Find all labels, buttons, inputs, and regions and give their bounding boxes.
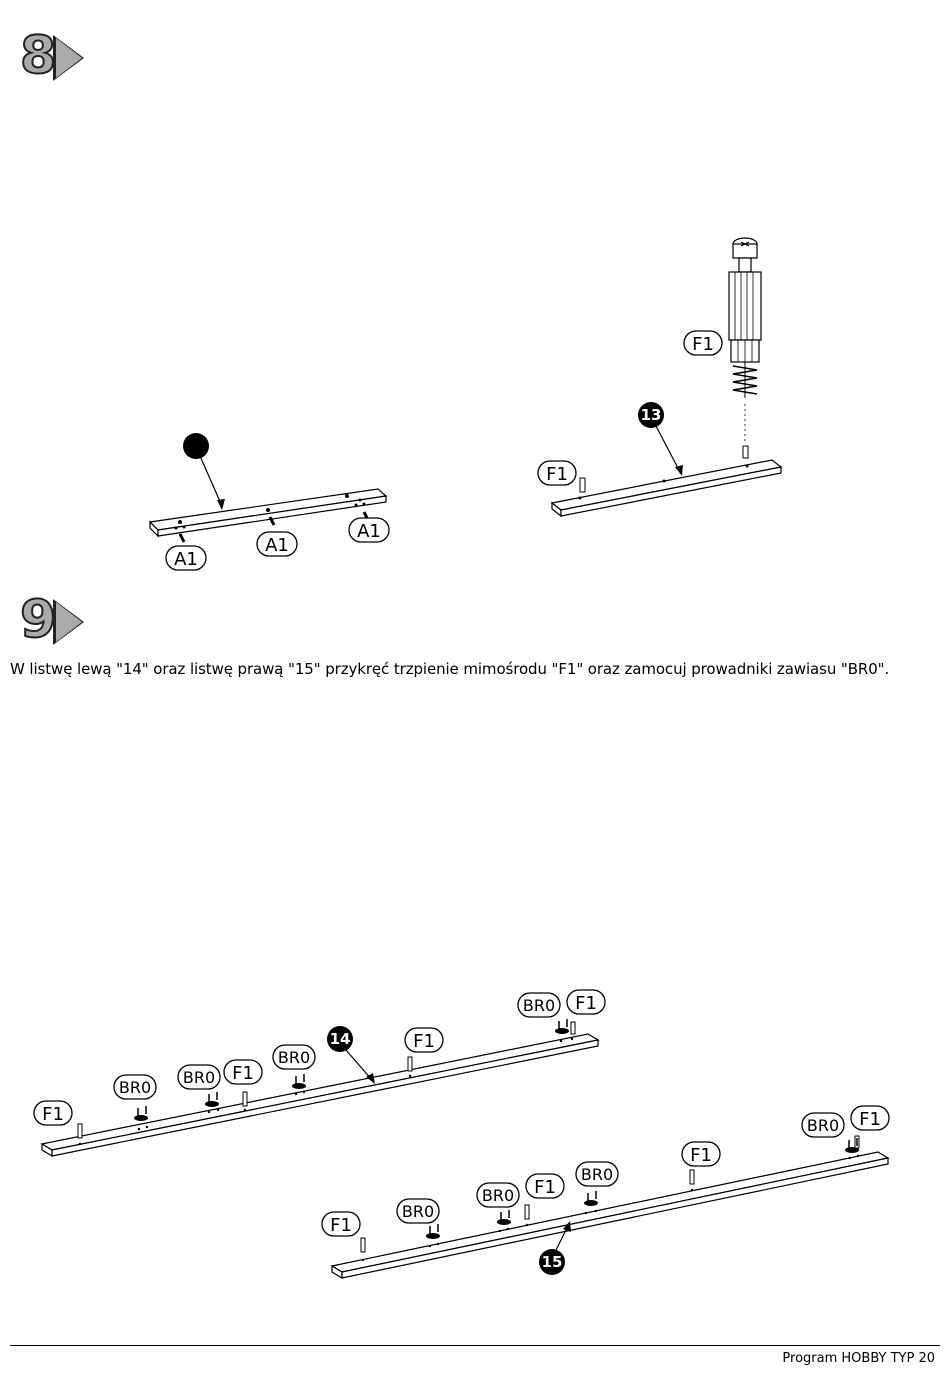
svg-text:F1: F1: [546, 464, 568, 485]
rail15-label-f1-2: [526, 1174, 564, 1198]
step-9-figure: [0, 980, 950, 1280]
instruction-text: W listwę lewą "14" oraz listwę prawą "15" przykręć trzpienie mimośrodu "F1" oraz zamocuj prowadniki zawiasu "BR0".: [10, 660, 890, 678]
svg-text:BR0: BR0: [580, 1165, 614, 1184]
rail15-label-br0-1: [397, 1199, 439, 1223]
board-13-right: [552, 446, 781, 516]
eccentric-bolt-f1-icon: [729, 238, 761, 442]
label-a1-3: [349, 518, 389, 542]
step-number: 8: [20, 26, 57, 86]
svg-text:F1: F1: [575, 993, 597, 1014]
svg-text:13: 13: [640, 406, 662, 424]
rail15-label-f1-3: [682, 1142, 720, 1166]
svg-text:15: 15: [541, 1253, 563, 1271]
svg-text:BR0: BR0: [806, 1116, 840, 1135]
rail14-label-f1-3: [405, 1028, 443, 1052]
svg-text:A1: A1: [265, 535, 289, 556]
step-9-badge: [20, 590, 84, 650]
svg-text:F1: F1: [859, 1109, 881, 1130]
rail15-label-br0-4: [802, 1113, 844, 1137]
svg-text:BR0: BR0: [118, 1078, 152, 1097]
svg-text:F1: F1: [534, 1177, 556, 1198]
svg-text:F1: F1: [330, 1215, 352, 1236]
rail14-label-f1-4: [567, 990, 605, 1014]
svg-text:A1: A1: [174, 549, 198, 570]
svg-text:BR0: BR0: [481, 1186, 515, 1205]
label-a1-2: [257, 532, 297, 556]
step-number: 9: [20, 590, 57, 650]
part-badge-13: [638, 402, 683, 476]
part-badge-blank: [183, 433, 209, 459]
label-f1-board: [538, 461, 576, 485]
rail15-label-f1-4: [851, 1106, 889, 1130]
part-badge-14: [327, 1026, 375, 1084]
label-f1-top: [684, 331, 722, 355]
svg-text:14: 14: [329, 1030, 351, 1048]
svg-text:BR0: BR0: [522, 996, 556, 1015]
rail14-label-br0-2: [178, 1065, 220, 1089]
svg-text:BR0: BR0: [182, 1068, 216, 1087]
step-arrow-fill: [56, 602, 82, 642]
label-a1-1: [166, 546, 206, 570]
step-8-badge: [20, 26, 84, 86]
rail14-label-br0-3: [273, 1045, 315, 1069]
rail14-label-br0-1: [114, 1075, 156, 1099]
footer-program-name: Program HOBBY TYP 20: [782, 1351, 935, 1366]
rail15-label-br0-2: [477, 1183, 519, 1207]
rail14-label-br0-4: [518, 993, 560, 1017]
footer-divider: [10, 1345, 940, 1346]
step-8-figure: [0, 220, 950, 580]
svg-text:F1: F1: [42, 1104, 64, 1125]
svg-text:BR0: BR0: [277, 1048, 311, 1067]
svg-text:F1: F1: [692, 334, 714, 355]
rail14-label-f1-2: [224, 1060, 262, 1084]
svg-text:A1: A1: [357, 521, 381, 542]
svg-text:F1: F1: [413, 1031, 435, 1052]
rail15-label-f1-1: [322, 1212, 360, 1236]
svg-text:F1: F1: [232, 1063, 254, 1084]
rail15-label-br0-3: [576, 1162, 618, 1186]
step-arrow-fill: [56, 38, 82, 78]
svg-text:BR0: BR0: [401, 1202, 435, 1221]
rail14-label-f1-1: [34, 1101, 72, 1125]
svg-text:F1: F1: [690, 1145, 712, 1166]
